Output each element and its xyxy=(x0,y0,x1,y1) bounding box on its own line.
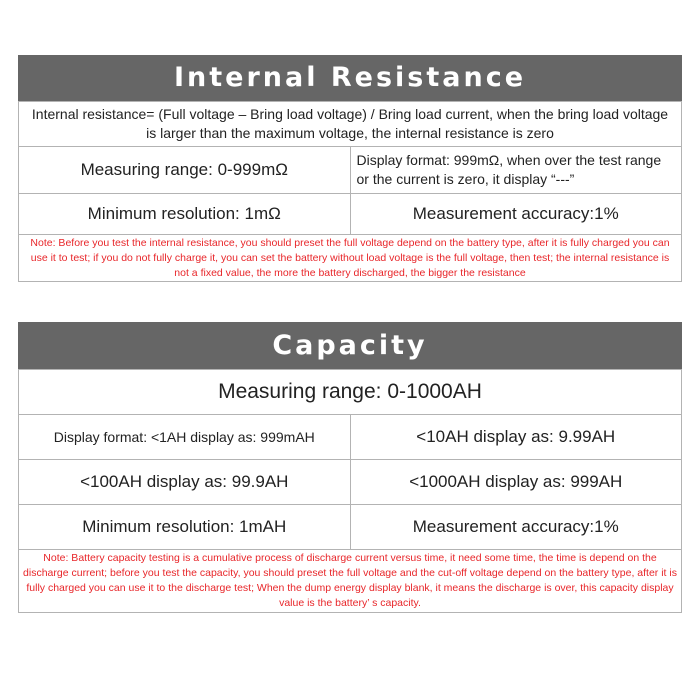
capacity-table xyxy=(18,369,682,613)
cap-measuring-range: Measuring range: 0-1000AH xyxy=(19,370,682,415)
ir-display-format: Display format: 999mΩ, when over the test range or the current is zero, it display “---” xyxy=(350,147,682,194)
cap-accuracy: Measurement accuracy:1% xyxy=(350,505,682,550)
internal-resistance-table xyxy=(18,101,682,282)
cap-display-format: Display format: <1AH display as: 999mAH xyxy=(19,415,351,460)
ir-formula: Internal resistance= (Full voltage – Bring load voltage) / Bring load current, when the bring load voltage is larger than the maximum voltage, the internal resistance is zero xyxy=(19,102,682,147)
internal-resistance-title: Internal Resistance xyxy=(18,55,682,101)
cap-min-resolution: Minimum resolution: 1mAH xyxy=(19,505,351,550)
cap-lt1000: <1000AH display as: 999AH xyxy=(350,460,682,505)
ir-accuracy: Measurement accuracy:1% xyxy=(350,194,682,235)
capacity-section xyxy=(18,322,682,613)
ir-min-resolution: Minimum resolution: 1mΩ xyxy=(19,194,351,235)
capacity-title: Capacity xyxy=(18,322,682,369)
ir-note: Note: Before you test the internal resistance, you should preset the full voltage depend on the battery type, after it is fully charged you can use it to test; if you do not fully charge it, you can set the battery without load voltage is the full voltage, then test; the internal resistance is not a fixed value, the more the battery discharged, the bigger the resistance xyxy=(19,235,682,282)
internal-resistance-section xyxy=(18,55,682,282)
cap-lt100: <100AH display as: 99.9AH xyxy=(19,460,351,505)
ir-measuring-range: Measuring range: 0-999mΩ xyxy=(19,147,351,194)
cap-lt10: <10AH display as: 9.99AH xyxy=(350,415,682,460)
cap-note: Note: Battery capacity testing is a cumulative process of discharge current versus time, it need some time, the time is depend on the discharge current; before you test the capacity, you should preset the full voltage and the cut-off voltage depend on the battery type, after it is fully charged you can use it to the discharge test; When the dump energy display blank, it means the discharge is over, this capacity display value is the battery’ s capacity. xyxy=(19,550,682,613)
